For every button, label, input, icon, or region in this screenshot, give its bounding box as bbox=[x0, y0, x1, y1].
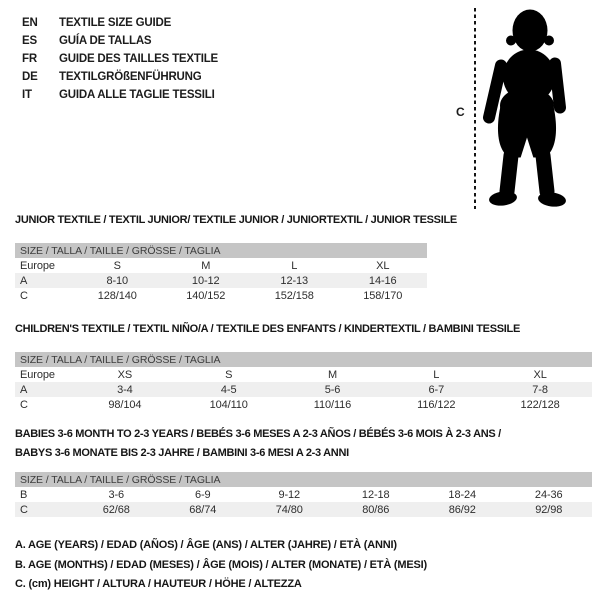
table-cell: M bbox=[327, 368, 338, 381]
table-title: BABYS 3-6 MONATE BIS 2-3 JAHRE / BAMBINI 3-6 MESI A 2-3 ANNI bbox=[15, 447, 349, 459]
legend-line-a: A. AGE (YEARS) / EDAD (AÑOS) / ÂGE (ANS) / ALTER (JAHRE) / ETÀ (ANNI) bbox=[15, 539, 397, 551]
guide-title: GUIDA ALLE TAGLIE TESSILI bbox=[59, 89, 215, 101]
table-cell: 74/80 bbox=[275, 503, 303, 516]
row-label: A bbox=[20, 383, 28, 396]
table-cell: 158/170 bbox=[363, 289, 403, 302]
table-cell: L bbox=[433, 368, 440, 381]
guide-title: TEXTILE SIZE GUIDE bbox=[59, 17, 172, 29]
table-cell: 116/122 bbox=[417, 398, 456, 411]
table-cell: S bbox=[225, 368, 233, 381]
guide-title: TEXTILGRÖßENFÜHRUNG bbox=[59, 71, 202, 83]
size-header-band: SIZE / TALLA / TAILLE / GRÖSSE / TAGLIA bbox=[15, 243, 427, 258]
height-measure-dashed-line bbox=[474, 8, 476, 209]
table-cell: XL bbox=[376, 259, 390, 272]
language-row bbox=[22, 32, 218, 50]
height-measure-label: C bbox=[456, 105, 465, 119]
size-table-section bbox=[15, 211, 457, 303]
table-cell: XL bbox=[533, 368, 547, 381]
table-cell: 86/92 bbox=[448, 503, 476, 516]
table-cell: 3-6 bbox=[108, 488, 125, 501]
row-label: B bbox=[20, 488, 28, 501]
table-title: BABIES 3-6 MONTH TO 2-3 YEARS / BEBÉS 3-6 MESES A 2-3 AÑOS / BÉBÉS 3-6 MOIS À 2-3 ANS / bbox=[15, 428, 501, 440]
table-cell: M bbox=[201, 259, 211, 272]
table-cell: 98/104 bbox=[108, 398, 142, 411]
table-title-spacer bbox=[15, 339, 592, 352]
language-code: EN bbox=[22, 17, 38, 29]
table-cell: 122/128 bbox=[520, 398, 560, 411]
guide-title: GUIDE DES TAILLES TEXTILE bbox=[59, 53, 218, 65]
table-cell: 10-12 bbox=[191, 274, 220, 287]
row-label: C bbox=[20, 289, 28, 302]
table-cell: 18-24 bbox=[448, 488, 477, 501]
table-row bbox=[15, 258, 427, 273]
table-cell: 62/68 bbox=[102, 503, 130, 516]
table-cell: 80/86 bbox=[362, 503, 390, 516]
table-cell: 128/140 bbox=[97, 289, 137, 302]
legend-line-c: C. (cm) HEIGHT / ALTURA / HAUTEUR / HÖHE / ALTEZZA bbox=[15, 578, 302, 590]
table-cell: 14-16 bbox=[368, 274, 397, 287]
table-cell: 92/98 bbox=[535, 503, 563, 516]
language-row bbox=[22, 50, 218, 68]
table-cell: 4-5 bbox=[220, 383, 237, 396]
row-label: Europe bbox=[20, 259, 55, 272]
language-code: ES bbox=[22, 35, 37, 47]
table-cell: 7-8 bbox=[532, 383, 548, 396]
table-row bbox=[15, 382, 592, 397]
table-cell: 104/110 bbox=[209, 398, 248, 411]
table-row bbox=[15, 487, 592, 502]
size-header-band: SIZE / TALLA / TAILLE / GRÖSSE / TAGLIA bbox=[15, 352, 592, 367]
table-cell: 12-18 bbox=[361, 488, 390, 501]
table-row bbox=[15, 273, 427, 288]
row-label: C bbox=[20, 398, 28, 411]
language-code: IT bbox=[22, 89, 32, 101]
table-cell: 8-10 bbox=[106, 274, 129, 287]
table-cell: 6-7 bbox=[428, 383, 445, 396]
language-row bbox=[22, 14, 218, 32]
language-code: DE bbox=[22, 71, 38, 83]
row-label: A bbox=[20, 274, 28, 287]
table-cell: 152/158 bbox=[274, 289, 314, 302]
table-cell: 68/74 bbox=[189, 503, 217, 516]
table-cell: 110/116 bbox=[313, 398, 352, 411]
table-row bbox=[15, 367, 592, 382]
legend bbox=[15, 536, 427, 595]
table-cell: 140/152 bbox=[186, 289, 226, 302]
table-cell: XS bbox=[117, 368, 133, 381]
size-table-section bbox=[15, 425, 592, 517]
legend-line-b: B. AGE (MONTHS) / EDAD (MESES) / ÂGE (MOIS) / ALTER (MONATE) / ETÀ (MESI) bbox=[15, 558, 427, 571]
language-row bbox=[22, 68, 218, 86]
language-row bbox=[22, 86, 218, 104]
table-cell: 5-6 bbox=[324, 383, 341, 396]
table-cell: 3-4 bbox=[117, 383, 133, 396]
language-title-list bbox=[22, 14, 218, 104]
table-cell: 9-12 bbox=[278, 488, 301, 501]
baby-silhouette-icon bbox=[481, 7, 573, 208]
table-cell: S bbox=[113, 259, 121, 272]
size-table-section bbox=[15, 320, 592, 412]
row-label: Europe bbox=[20, 368, 55, 381]
guide-title: GUÍA DE TALLAS bbox=[59, 35, 152, 47]
language-code: FR bbox=[22, 53, 37, 65]
size-header-band: SIZE / TALLA / TAILLE / GRÖSSE / TAGLIA bbox=[15, 472, 592, 487]
table-cell: 12-13 bbox=[280, 274, 309, 287]
table-title-spacer bbox=[15, 230, 427, 243]
table-title: CHILDREN'S TEXTILE / TEXTIL NIÑO/A / TEXTILE DES ENFANTS / KINDERTEXTIL / BAMBINI TESSILE bbox=[15, 323, 520, 335]
table-title-spacer bbox=[15, 463, 592, 472]
table-title: JUNIOR TEXTILE / TEXTIL JUNIOR/ TEXTILE JUNIOR / JUNIORTEXTIL / JUNIOR TESSILE bbox=[15, 214, 457, 226]
table-cell: 24-36 bbox=[534, 488, 563, 501]
table-row bbox=[15, 288, 427, 303]
table-row bbox=[15, 397, 592, 412]
table-cell: 6-9 bbox=[194, 488, 211, 501]
table-cell: L bbox=[291, 259, 298, 272]
row-label: C bbox=[20, 503, 28, 516]
table-row bbox=[15, 502, 592, 517]
